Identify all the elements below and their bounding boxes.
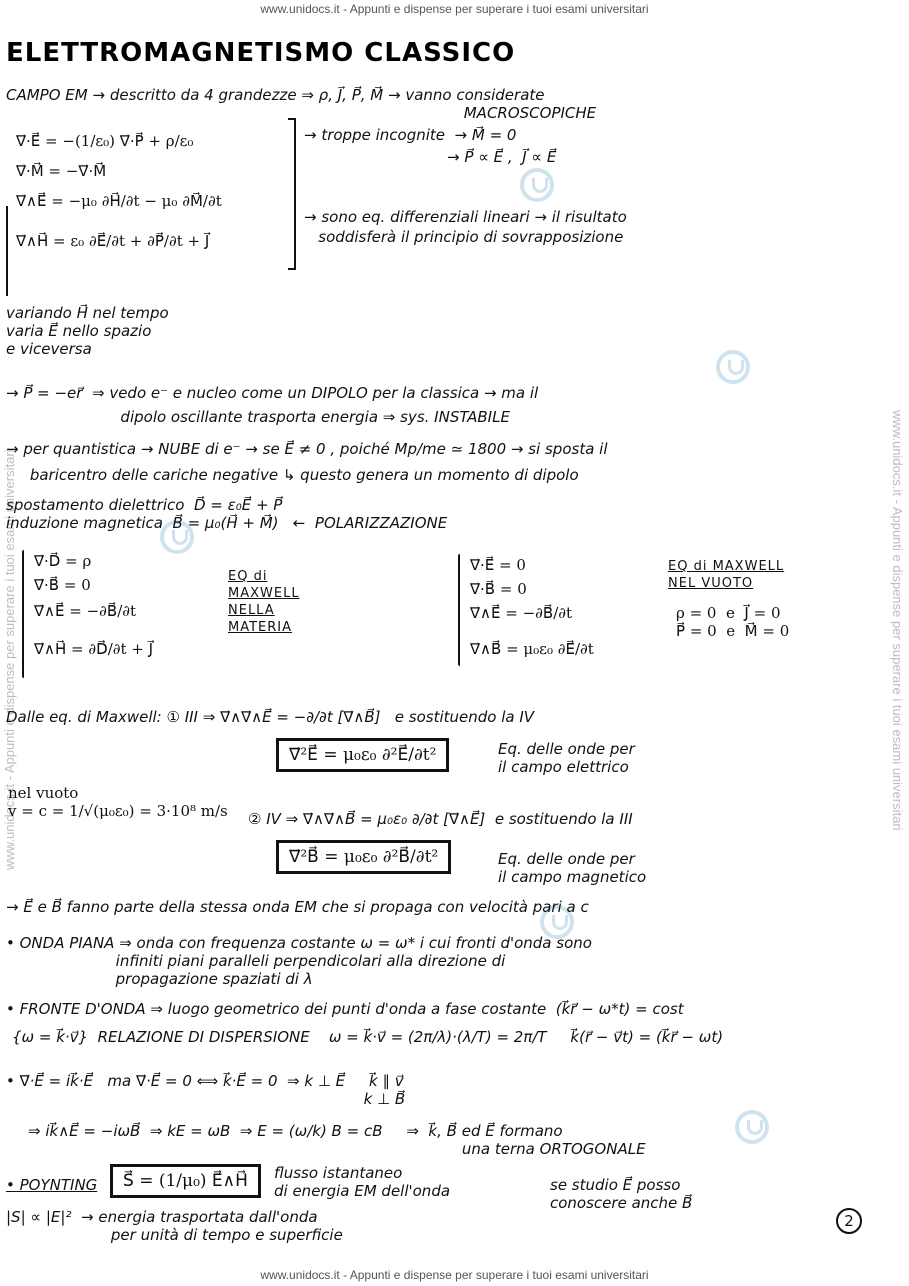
curl-line: ⇒ ik⃗∧E⃗ = −iωB⃗ ⇒ kE = ωB ⇒ E = (ω/k) B = cB ⇒ k⃗, B⃗ ed E⃗ formano una terna ORTOGONALE: [28, 1122, 646, 1158]
wave-equation-b-note: Eq. delle onde per il campo magnetico: [498, 850, 647, 886]
poynting-note: flusso istantaneo di energia EM dell'onda: [274, 1164, 451, 1200]
waves-line-1: Dalle eq. di Maxwell: ① III ⇒ ∇⃗∧∇⃗∧E⃗ = −∂/∂t [∇⃗∧B⃗] e sostituendo la IV: [6, 708, 535, 726]
vacuum-eq-2: ∇⃗·B⃗ = 0: [470, 580, 527, 598]
study-note: se studio E⃗ posso conoscere anche B⃗: [550, 1176, 693, 1212]
displacement-lines: spostamento dielettrico D⃗ = ε₀E⃗ + P⃗ induzione magnetica B⃗ = μ₀(H⃗ + M⃗) ← POLARIZZAZIONE: [6, 496, 448, 532]
plane-wave-line: • ONDA PIANA ⇒ onda con frequenza costante ω = ω* i cui fronti d'onda sono infiniti piani paralleli perpendicolari alla direzione di propagazione spaziati di λ: [6, 934, 592, 988]
speed-line: nel vuoto v = c = 1/√(μ₀ε₀) = 3·10⁸ m/s: [8, 784, 228, 820]
wave-equation-b: ∇⃗²B⃗ = μ₀ε₀ ∂²B⃗/∂t²: [276, 840, 451, 874]
varying-note: variando H⃗ nel tempo varia E⃗ nello spazio e viceversa: [6, 304, 169, 358]
note-right-3: → sono eq. differenziali lineari → il risultato: [304, 208, 627, 226]
poynting-abs: |S| ∝ |E|² → energia trasportata dall'onda per unità di tempo e superficie: [6, 1208, 343, 1244]
note-right-2: → P⃗ ∝ E⃗ , J⃗ ∝ E⃗: [304, 148, 557, 166]
maxwell-general-2: ∇⃗·M⃗ = −∇⃗·M⃗: [16, 162, 107, 180]
divergence-line: • ∇⃗·E⃗ = ik⃗·E⃗ ma ∇⃗·E⃗ = 0 ⟺ k⃗·E⃗ = 0 ⇒ k ⊥ E⃗ k⃗ ∥ v⃗ k ⊥ B⃗: [6, 1072, 406, 1108]
wave-front-line: • FRONTE D'ONDA ⇒ luogo geometrico dei punti d'onda a fase costante (k⃗r⃗ − ω*t) = cost: [6, 1000, 684, 1018]
dipole-line-4: baricentro delle cariche negative ↳ questo genera un momento di dipolo: [6, 466, 579, 484]
right-watermark: www.unidocs.it - Appunti e dispense per superare i tuoi esami universitari: [890, 410, 905, 831]
equations-bracket: [288, 118, 296, 270]
vacuum-eq-1: ∇⃗·E⃗ = 0: [470, 556, 526, 574]
matter-eq-4: ∇⃗∧H⃗ = ∂D⃗/∂t + J⃗: [34, 640, 154, 658]
bottom-banner: www.unidocs.it - Appunti e dispense per superare i tuoi esami universitari: [260, 1268, 649, 1282]
left-watermark: www.unidocs.it - Appunti e dispense per superare i tuoi esami universitari: [2, 449, 17, 870]
dipole-line-3: → per quantistica → NUBE di e⁻ → se E⃗ ≠ 0 , poiché Mp/me ≃ 1800 → si sposta il: [6, 440, 608, 458]
matter-eq-1: ∇⃗·D⃗ = ρ: [34, 552, 92, 570]
page-number: 2: [836, 1208, 862, 1234]
dipole-line-1: → P⃗ = −er⃗ ⇒ vedo e⁻ e nucleo come un DIPOLO per la classica → ma il: [6, 384, 539, 402]
top-banner: www.unidocs.it - Appunti e dispense per superare i tuoi esami universitari: [260, 2, 649, 16]
intro-line: CAMPO EM → descritto da 4 grandezze ⇒ ρ, J⃗, P⃗, M⃗ → vanno considerate MACROSCOPICHE: [6, 86, 597, 122]
note-right-1: → troppe incognite → M⃗ = 0: [304, 126, 517, 144]
note-right-4: soddisferà il principio di sovrapposizione: [304, 228, 624, 246]
poynting-label: • POYNTING: [6, 1176, 98, 1194]
vacuum-bracket: [458, 554, 460, 666]
wave-equation-e: ∇⃗²E⃗ = μ₀ε₀ ∂²E⃗/∂t²: [276, 738, 449, 772]
label-vacuum: EQ di MAXWELL NEL VUOTO: [668, 559, 785, 591]
matter-eq-3: ∇⃗∧E⃗ = −∂B⃗/∂t: [34, 602, 137, 620]
maxwell-general-1: ∇⃗·E⃗ = −(1/ε₀) ∇⃗·P⃗ + ρ/ε₀: [16, 132, 194, 150]
page-title: ELETTROMAGNETISMO CLASSICO: [6, 38, 516, 68]
matter-bracket: [22, 550, 24, 678]
label-matter: EQ di MAXWELL NELLA MATERIA: [228, 569, 300, 635]
vacuum-eq-4: ∇⃗∧B⃗ = μ₀ε₀ ∂E⃗/∂t: [470, 640, 594, 658]
wave-equation-e-note: Eq. delle onde per il campo elettrico: [498, 740, 635, 776]
maxwell-general-4: ∇⃗∧H⃗ = ε₀ ∂E⃗/∂t + ∂P⃗/∂t + J⃗: [16, 232, 210, 250]
dipole-line-2: dipolo oscillante trasporta energia ⇒ sys. INSTABILE: [6, 408, 510, 426]
poynting-equation: S⃗ = (1/μ₀) E⃗∧H⃗: [110, 1164, 261, 1198]
left-arrow-line: [6, 206, 8, 296]
dispersion-line: {ω = k⃗·v⃗} RELAZIONE DI DISPERSIONE ω = k⃗·v⃗ = (2π/λ)·(λ/T) = 2π/T k⃗(r⃗ − v⃗t) = (k⃗r⃗ − ωt): [12, 1028, 724, 1046]
maxwell-general-3: ∇⃗∧E⃗ = −μ₀ ∂H⃗/∂t − μ₀ ∂M⃗/∂t: [16, 192, 222, 210]
waves-line-2: ② IV ⇒ ∇⃗∧∇⃗∧B⃗ = μ₀ε₀ ∂/∂t [∇⃗∧E⃗] e sostituendo la III: [248, 810, 633, 828]
same-wave-line: → E⃗ e B⃗ fanno parte della stessa onda EM che si propaga con velocità pari a c: [6, 898, 589, 916]
vacuum-conditions: ρ = 0 e J⃗ = 0 P⃗ = 0 e M⃗ = 0: [676, 604, 790, 640]
matter-eq-2: ∇⃗·B⃗ = 0: [34, 576, 91, 594]
notes-page: [0, 28, 909, 1264]
vacuum-eq-3: ∇⃗∧E⃗ = −∂B⃗/∂t: [470, 604, 573, 622]
